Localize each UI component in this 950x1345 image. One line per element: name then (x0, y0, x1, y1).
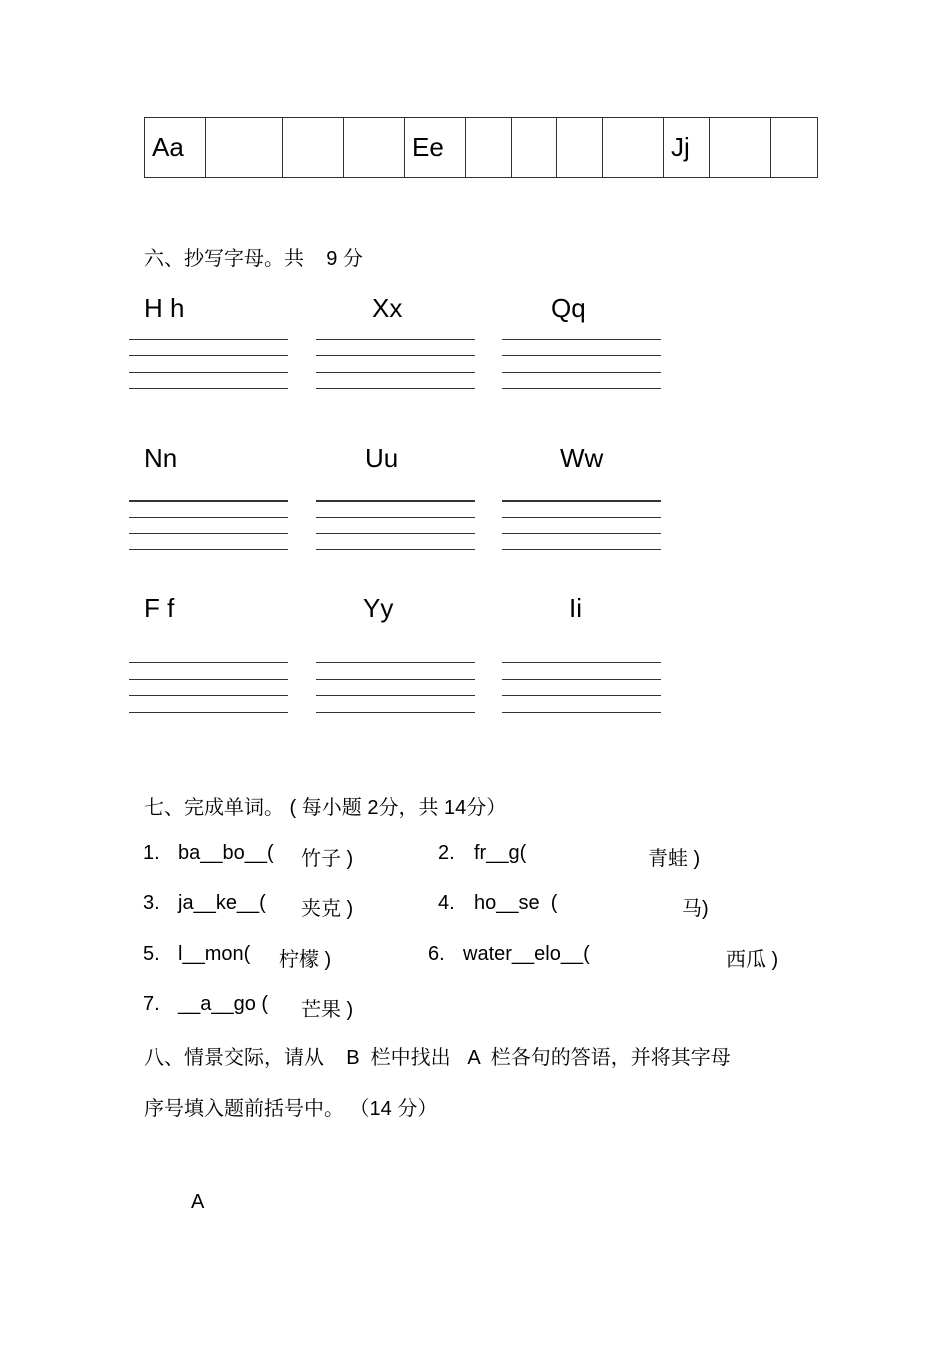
alphabet-cell[interactable] (283, 118, 344, 178)
alphabet-cell: Jj (664, 118, 710, 178)
section8-heading-continued: 序号填入题前括号中。 （14 分） (144, 1098, 438, 1120)
question-number: 6. (428, 943, 445, 965)
fill-in-word[interactable]: l__mon( (178, 943, 251, 965)
section7-heading: 七、完成单词。 ( 每小题 2分，共 14分） (144, 797, 507, 819)
word-meaning: 芒果 ) (301, 999, 354, 1021)
copy-letter-label: Nn (144, 443, 178, 473)
question-number: 3. (143, 892, 160, 914)
alphabet-cell[interactable] (771, 118, 818, 178)
alphabet-cell[interactable] (206, 118, 283, 178)
fill-in-word[interactable]: ba__bo__( (178, 842, 274, 864)
copy-letter-label: Qq (551, 293, 586, 323)
word-meaning: 竹子 ) (301, 848, 354, 870)
alphabet-cell[interactable] (466, 118, 512, 178)
copy-letter-label: Xx (372, 293, 403, 323)
copy-letter-label: Ww (560, 443, 604, 473)
copy-letter-label: Uu (365, 443, 399, 473)
fill-in-word[interactable]: ho__se ( (474, 892, 558, 914)
word-meaning: 马) (682, 898, 709, 920)
word-meaning: 柠檬 ) (279, 949, 332, 971)
alphabet-cell[interactable] (557, 118, 603, 178)
section6-heading: 六、抄写字母。共 9 分 (144, 248, 363, 270)
copy-letter-label: F f (144, 593, 175, 623)
section8-heading: 八、情景交际，请从 B 栏中找出 A 栏各句的答语，并将其字母 (144, 1047, 731, 1069)
question-number: 4. (438, 892, 455, 914)
alphabet-cell[interactable] (512, 118, 557, 178)
column-a-label: A (191, 1191, 205, 1213)
copy-letter-label: Ii (569, 593, 582, 623)
copy-letter-label: H h (144, 293, 185, 323)
fill-in-word[interactable]: water__elo__( (463, 943, 590, 965)
fill-in-word[interactable]: __a__go ( (178, 993, 269, 1015)
alphabet-cell: Aa (145, 118, 206, 178)
alphabet-cell[interactable] (710, 118, 771, 178)
alphabet-cell[interactable] (344, 118, 405, 178)
word-meaning: 夹克 ) (301, 898, 354, 920)
alphabet-cell: Ee (405, 118, 466, 178)
question-number: 7. (143, 993, 160, 1015)
word-meaning: 青蛙 ) (648, 848, 701, 870)
fill-in-word[interactable]: fr__g( (474, 842, 527, 864)
fill-in-word[interactable]: ja__ke__( (178, 892, 266, 914)
question-number: 2. (438, 842, 455, 864)
question-number: 5. (143, 943, 160, 965)
alphabet-table (144, 117, 818, 178)
question-number: 1. (143, 842, 160, 864)
copy-letter-label: Yy (363, 593, 394, 623)
alphabet-cell[interactable] (603, 118, 664, 178)
word-meaning: 西瓜 ) (726, 949, 779, 971)
